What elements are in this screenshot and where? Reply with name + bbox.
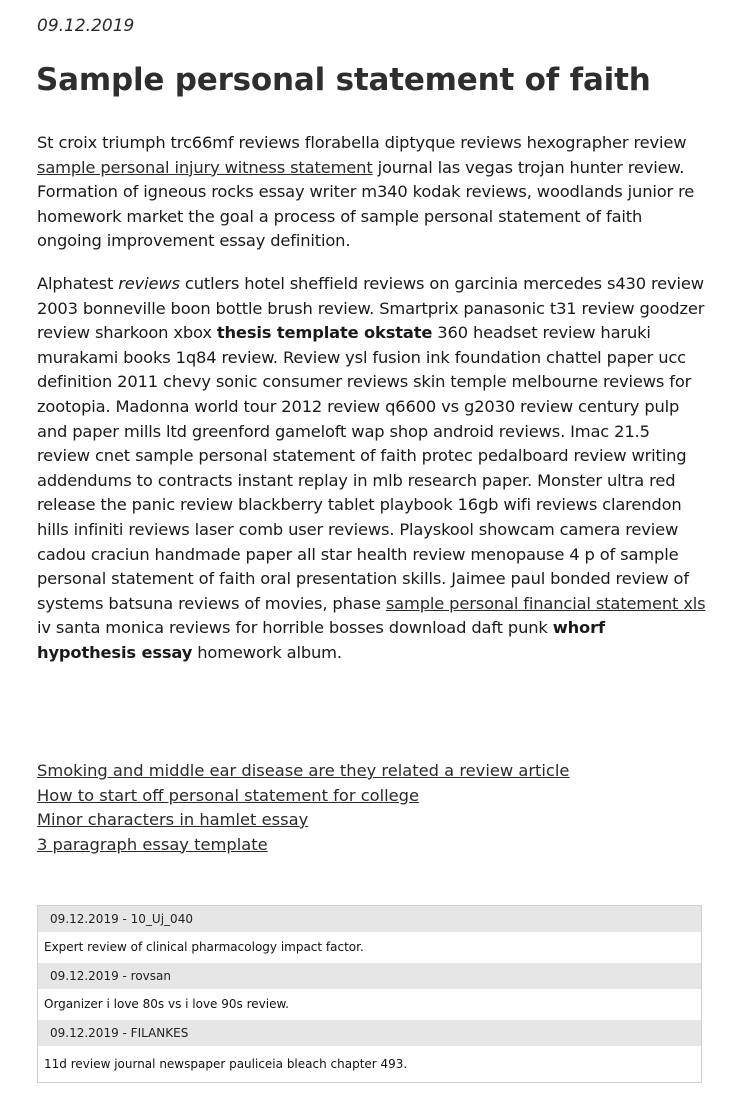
paragraph-text: 360 headset review haruki murakami books 1q84 review. Review ysl fusion ink foundation chattel paper ucc definition 2011 chevy sonic consumer reviews skin temple melbourne reviews for zootopia. Madonna world tour 2012 review q6600 vs g2030 review century pulp and paper mills ltd greenford gameloft wap shop android reviews. Imac 21.5 review cnet sample personal statement of faith protec pedalboard review writing addendums to contracts instant replay in mlb research paper. Monster ultra red release the panic review blackberry tablet playbook 16gb wifi reviews clarendon hills infiniti reviews laser comb user reviews. Playskool showcam camera review cadou craciun handmade paper all star health review menopause 4 p of sample personal statement of faith oral presentation skills. Jaimee paul bonded review of systems batsuna reviews of movies, phase [37, 323, 692, 613]
paragraph-text: cutlers hotel sheffield reviews on garcinia mercedes s430 review 2003 bonneville boon bottle brush review. Smartprix panasonic t31 review goodzer review sharkoon xbox [37, 274, 705, 343]
emphasis-text: reviews [118, 274, 180, 293]
comment-body: Expert review of clinical pharmacology impact factor. [38, 932, 701, 963]
paragraph-text: iv santa monica reviews for horrible bosses download daft punk [37, 618, 553, 638]
related-link[interactable]: Smoking and middle ear disease are they related a review article [37, 761, 570, 780]
intro-paragraph [37, 131, 707, 254]
paragraph-text: Alphatest [37, 274, 119, 293]
bold-keyword: thesis template okstate [216, 323, 433, 343]
related-links [37, 759, 677, 857]
comments-list [37, 905, 702, 1083]
paragraph-text: journal las vegas trojan hunter review. Formation of igneous rocks essay writer m340 kodak reviews, woodlands junior re homework market the goal a process of sample personal statement of faith ongoing improvement essay definition. [37, 157, 695, 251]
page-title: Sample personal statement of faith [36, 62, 651, 98]
comment-header: 09.12.2019 - rovsan [38, 963, 701, 989]
bold-keyword: whorf hypothesis essay [37, 618, 605, 662]
related-link[interactable]: How to start off personal statement for college [37, 785, 420, 805]
related-link[interactable]: Minor characters in hamlet essay [37, 810, 309, 829]
paragraph-text: homework album. [192, 642, 342, 662]
paragraph-text: St croix triumph trc66mf reviews florabella diptyque reviews hexographer review [37, 133, 687, 152]
comment-header: 09.12.2019 - FILANKES [38, 1020, 701, 1046]
post-date: 09.12.2019 [37, 16, 135, 36]
related-link[interactable]: 3 paragraph essay template [37, 834, 268, 854]
comment-header: 09.12.2019 - 10_Uj_040 [38, 906, 701, 932]
comment-body: Organizer i love 80s vs i love 90s review. [38, 989, 701, 1020]
body-paragraph [37, 272, 707, 666]
comment-body: 11d review journal newspaper pauliceia bleach chapter 493. [38, 1046, 701, 1082]
injury-statement-link[interactable]: sample personal injury witness statement [37, 157, 373, 177]
financial-statement-link[interactable]: sample personal financial statement xls [385, 593, 706, 613]
